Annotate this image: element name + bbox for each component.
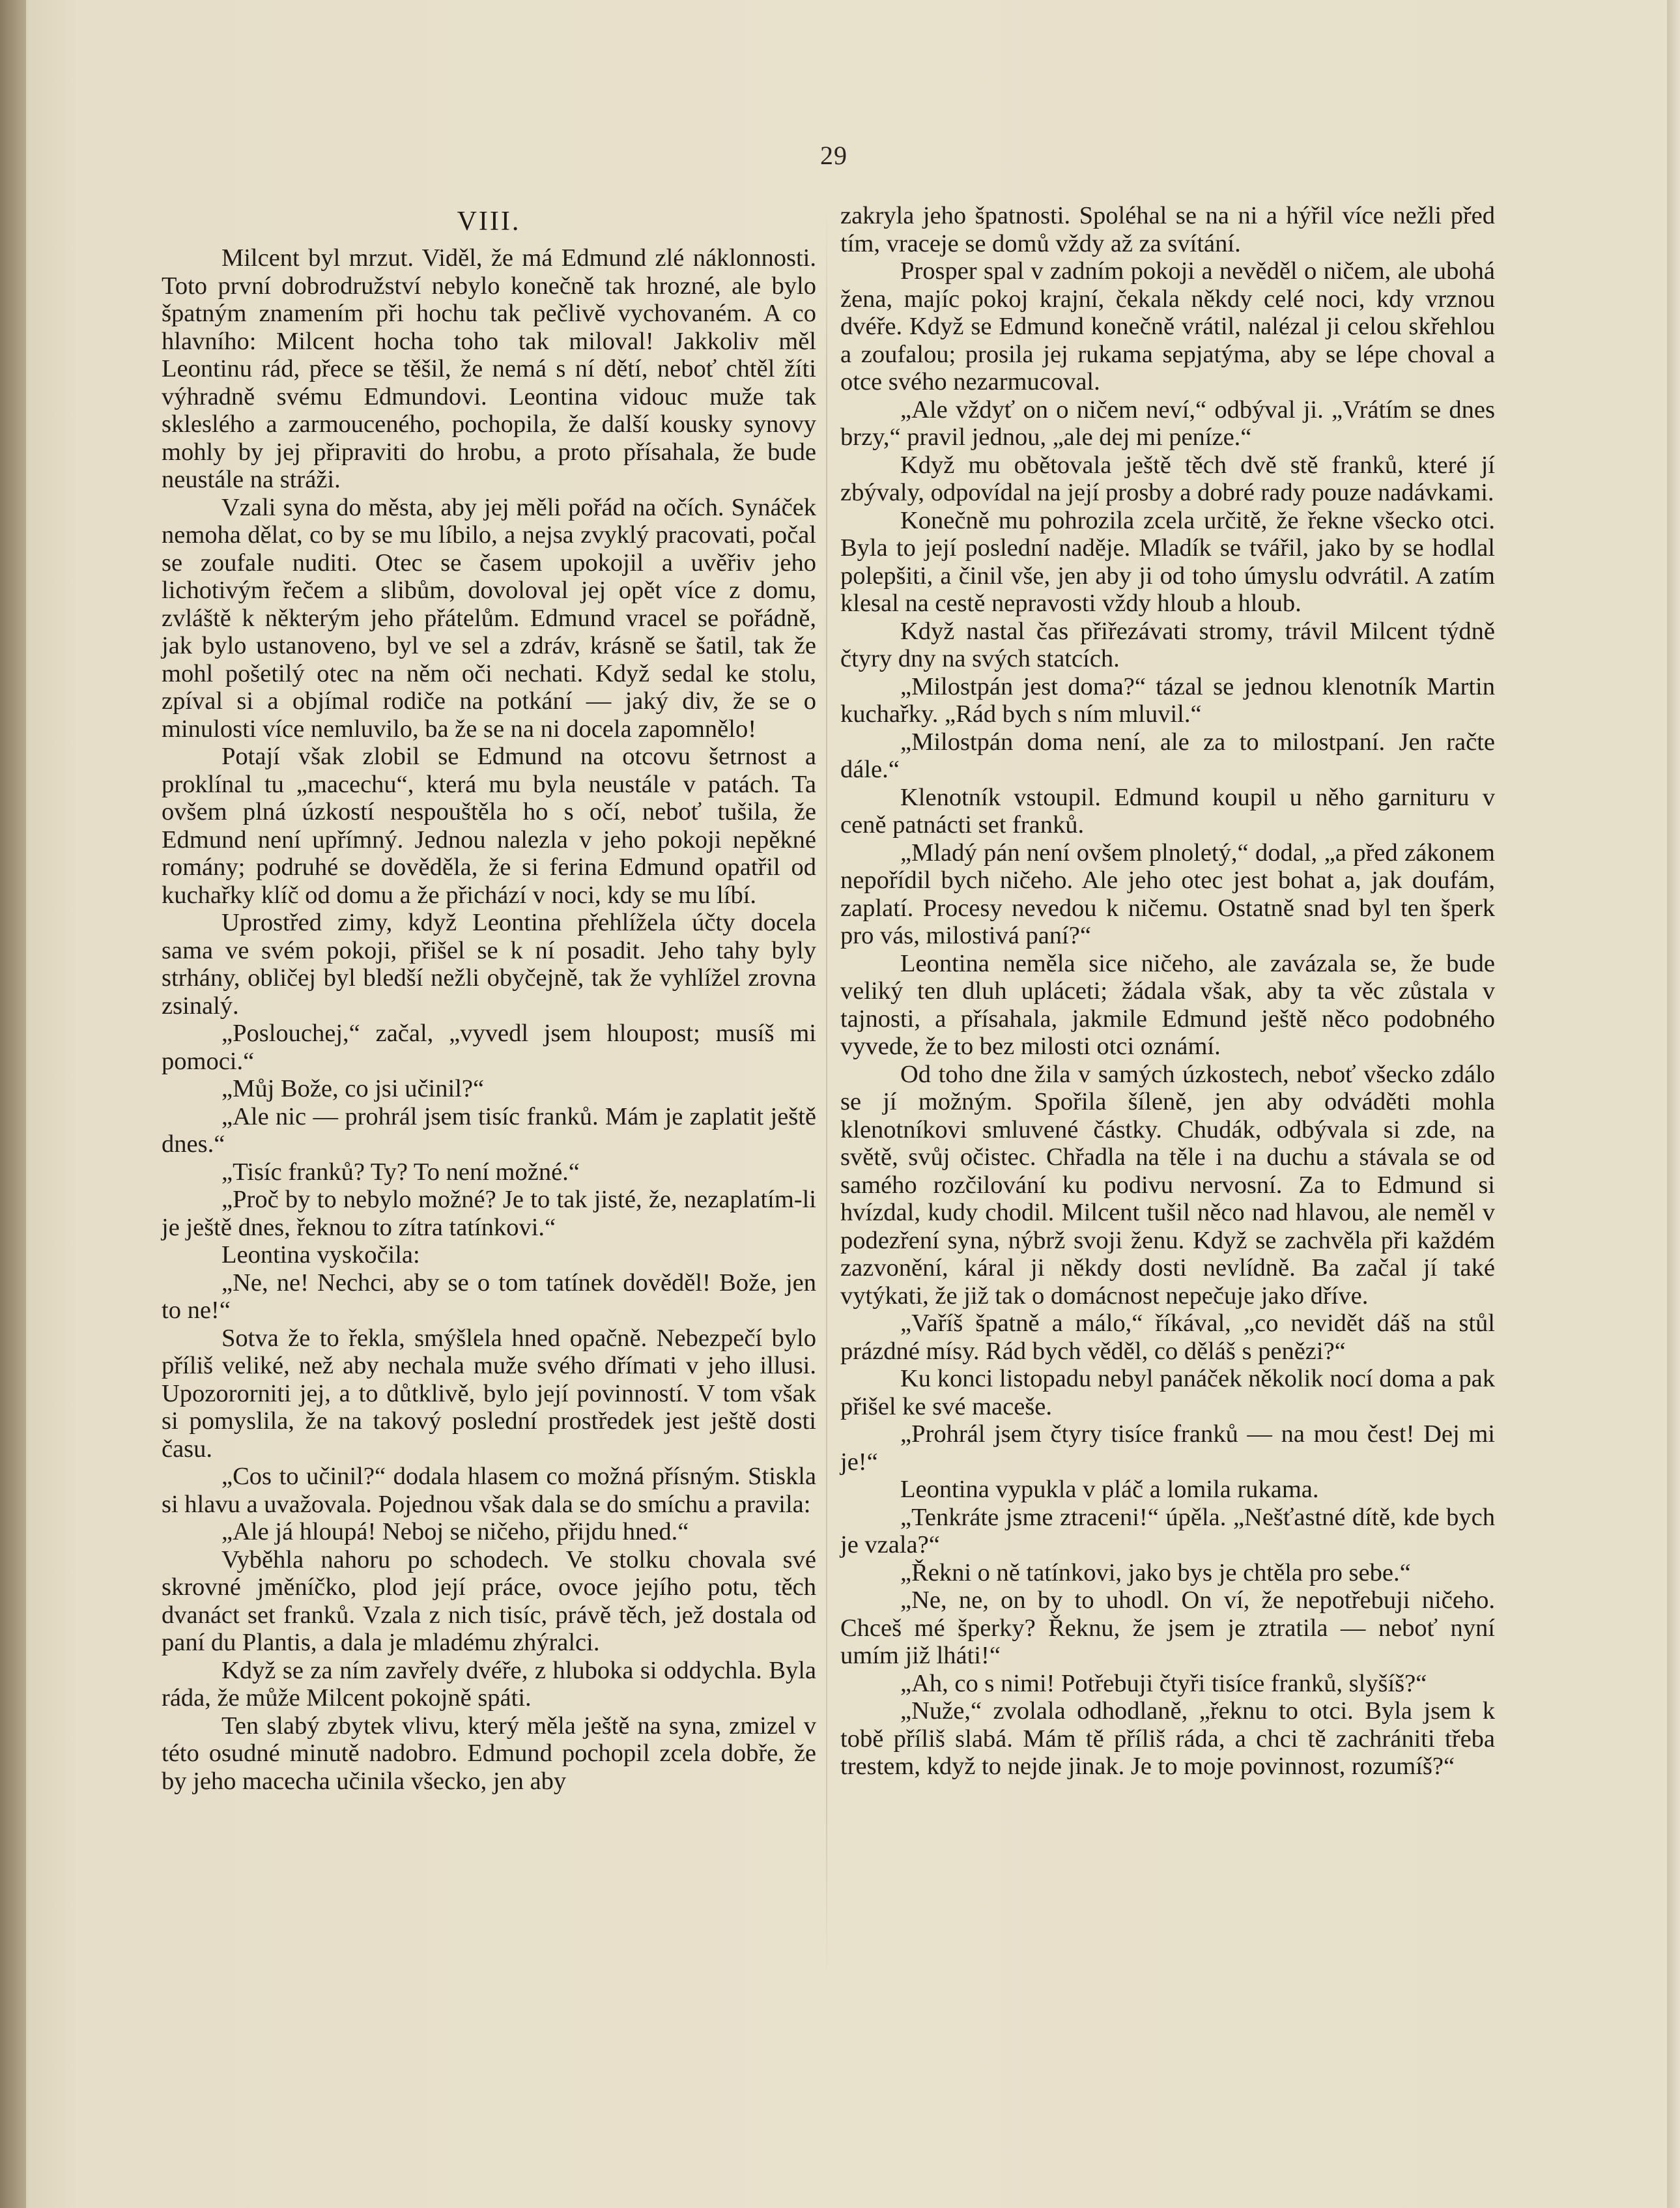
paragraph: Ten slabý zbytek vlivu, který měla ještě na syna, zmizel v této osudné minutě nadobro. Edmund pochopil zcela dobře, že by jeho macecha učinila všecko, jen aby	[162, 1712, 816, 1795]
paragraph: Leontina vyskočila:	[221, 1241, 420, 1269]
paragraph: Když se za ním zavřely dvéře, z hluboka si oddychla. Byla ráda, že může Milcent pokojně spáti.	[162, 1656, 816, 1712]
page-edge	[1667, 0, 1680, 2208]
paragraph: Vzali syna do města, aby jej měli pořád na očích. Synáček nemoha dělat, co by se mu líbilo, a nejsa zvyklý pracovati, počal se zoufale nuditi. Otec se časem upokojil a uvěřiv jeho lichotivým řečem a slibům, dovoloval jej opět více z domu, zvláště k některým jeho přátelům. Edmund vracel se pořádně, jak bylo ustanoveno, byl ve sel a zdráv, krásně se šatil, tak že mohl pošetilý otec na něm oči nechati. Když sedal ke stolu, zpíval si a objímal rodiče na potkání — jaký div, že se o minulosti více nemluvilo, ba že se na ni docela zapomnělo!	[162, 493, 816, 743]
paragraph: Sotva že to řekla, smýšlela hned opačně. Nebezpečí bylo příliš veliké, než aby nechala muže svého dřímati v jeho illusi. Upozororniti jej, a to důtklivě, bylo její povinností. V tom však si pomyslila, že na takový poslední prostředek jest ještě dosti času.	[162, 1324, 816, 1463]
paragraph: Prosper spal v zadním pokoji a nevěděl o ničem, ale ubohá žena, majíc pokoj krajní, čekala někdy celé noci, kdy vrznou dvéře. Když se Edmund konečně vrátil, nalézal ji celou skřehlou a zoufalou; prosila jej rukama sepjatýma, aby se lépe choval a otce svého nezarmucoval.	[840, 257, 1495, 395]
book-binding-shadow	[0, 0, 26, 2208]
paragraph: „Ale nic — prohrál jsem tisíc franků. Mám je zaplatit ještě dnes.“	[162, 1102, 816, 1158]
paragraph: „Můj Bože, co jsi učinil?“	[221, 1075, 485, 1102]
paragraph: „Proč by to nebylo možné? Je to tak jisté, že, nezaplatím-li je ještě dnes, řeknou to zítra tatínkovi.“	[162, 1186, 816, 1241]
paragraph: Když nastal čas přiřezávati stromy, trávil Milcent týdně čtyry dny na svých statcích.	[840, 617, 1495, 672]
paragraph: „Tisíc franků? Ty? To není možné.“	[221, 1158, 580, 1186]
paragraph: Potají však zlobil se Edmund na otcovu šetrnost a proklínal tu „macechu“, která mu byla neustále v patách. Ta ovšem plná úzkostí nespouštěla ho s očí, neboť tušila, že Edmund není upřímný. Jednou nalezla v jeho pokoji nepěkné romány; podruhé se dověděla, že si ferina Edmund opatřil od kuchařky klíč od domu a že přichází v noci, kdy se mu líbí.	[162, 743, 816, 909]
chapter-heading: VIII.	[457, 207, 521, 237]
paragraph: Uprostřed zimy, když Leontina přehlížela účty docela sama ve svém pokoji, přišel se k ní posadit. Jeho tahy byly strhány, obličej byl bledší nežli obyčejně, tak že vyhlížel zrovna zsinalý.	[162, 909, 816, 1020]
paragraph: „Milostpán doma není, ale za to milostpaní. Jen račte dále.“	[840, 728, 1495, 783]
paragraph: Když mu obětovala ještě těch dvě stě franků, které jí zbývaly, odpovídal na její prosby a dobré rady pouze nadávkami.	[840, 451, 1495, 506]
paragraph: „Poslouchej,“ začal, „vyvedl jsem hloupost; musíš mi pomoci.“	[162, 1020, 816, 1075]
right-column	[840, 202, 1495, 1781]
page-number: 29	[820, 141, 847, 170]
paragraph: „Ne, ne, on by to uhodl. On ví, že nepotřebuji ničeho. Chceš mé šperky? Řeknu, že jsem je ztratila — neboť nyní umím již lháti!“	[840, 1586, 1495, 1669]
paragraph: Milcent byl mrzut. Viděl, že má Edmund zlé náklonnosti. Toto první dobrodružství nebylo konečně tak hrozné, ale bylo špatným znamením při hochu tak pečlivě vychovaném. A co hlavního: Milcent hocha toho tak miloval! Jakkoliv měl Leontinu rád, přece se těšil, že nemá s ní dětí, neboť chtěl žíti výhradně svému Edmundovi. Leontina vidouc muže tak skleslého a zarmouceného, pochopila, že další kousky synovy mohly by jej připraviti do hrobu, a proto přísahala, že bude neustále na stráži.	[162, 244, 816, 493]
paragraph: Leontina vypukla v pláč a lomila rukama.	[900, 1476, 1319, 1503]
paragraph: „Prohrál jsem čtyry tisíce franků — na mou čest! Dej mi je!“	[840, 1420, 1495, 1476]
paragraph-continuation: zakryla jeho špatnosti. Spoléhal se na ni a hýřil více nežli před tím, vraceje se domů vždy až za svítání.	[840, 202, 1495, 257]
paragraph: Vyběhla nahoru po schodech. Ve stolku chovala své skrovné jměníčko, plod její práce, ovoce jejího potu, těch dvanáct set franků. Vzala z nich tisíc, právě těch, jež dostala od paní du Plantis, a dala je mladému zhýralci.	[162, 1545, 816, 1656]
paragraph: „Ne, ne! Nechci, aby se o tom tatínek dověděl! Bože, jen to ne!“	[162, 1269, 816, 1324]
paragraph: „Nuže,“ zvolala odhodlaně, „řeknu to otci. Byla jsem k tobě příliš slabá. Mám tě příliš ráda, a chci tě zachrániti třeba trestem, když to nejde jinak. Je to moje povinnost, rozumíš?“	[840, 1697, 1495, 1780]
paragraph: „Ale vždyť on o ničem neví,“ odbýval ji. „Vrátím se dnes brzy,“ pravil jednou, „ale dej mi peníze.“	[840, 395, 1495, 451]
paragraph: „Vaříš špatně a málo,“ říkával, „co nevidět dáš na stůl prázdné mísy. Rád bych věděl, co děláš s penězi?“	[840, 1310, 1495, 1365]
paragraph: „Tenkráte jsme ztraceni!“ úpěla. „Nešťastné dítě, kde bych je vzala?“	[840, 1503, 1495, 1558]
column-divider	[826, 208, 827, 1981]
paragraph: Leontina neměla sice ničeho, ale zavázala se, že bude veliký ten dluh upláceti; žádala však, aby ta věc zůstala v tajnosti, a přísahala, jakmile Edmund ještě něco podobného vyvede, že to bez milosti otci oznámí.	[840, 949, 1495, 1060]
paragraph: „Mladý pán není ovšem plnoletý,“ dodal, „a před zákonem nepořídil bych ničeho. Ale jeho otec jest bohat a, jak doufám, zaplatí. Procesy nevedou k ničemu. Ostatně snad byl ten šperk pro vás, milostivá paní?“	[840, 839, 1495, 949]
paragraph: Klenotník vstoupil. Edmund koupil u něho garnituru v ceně patnácti set franků.	[840, 783, 1495, 839]
paragraph: „Řekni o ně tatínkovi, jako bys je chtěla pro sebe.“	[900, 1558, 1411, 1586]
paragraph: Ku konci listopadu nebyl panáček několik nocí doma a pak přišel ke své maceše.	[840, 1365, 1495, 1420]
left-column	[162, 202, 816, 1795]
paragraph: „Cos to učinil?“ dodala hlasem co možná přísným. Stiskla si hlavu a uvažovala. Pojednou však dala se do smíchu a pravila:	[162, 1463, 816, 1518]
paragraph: Od toho dne žila v samých úzkostech, neboť všecko zdálo se jí možným. Spořila šíleně, jen aby odváděti mohla klenotníkovi smluvené částky. Chudák, odbývala si zde, na světě, svůj očistec. Chřadla na těle i na duchu a stávala se od samého rozčilování ku podivu nervosní. Za to Edmund si hvízdal, kudy chodil. Milcent tušil něco nad hlavou, ale neměl v podezření syna, nýbrž svoji ženu. Když se zachvěla při každém zazvonění, káral ji někdy dosti nevlídně. Ba začal jí také vytýkati, že již tak o domácnost nepečuje jako dříve.	[840, 1060, 1495, 1310]
paragraph: „Milostpán jest doma?“ tázal se jednou klenotník Martin kuchařky. „Rád bych s ním mluvil.“	[840, 672, 1495, 728]
paragraph: „Ale já hloupá! Neboj se ničeho, přijdu hned.“	[221, 1518, 689, 1545]
paragraph: „Ah, co s nimi! Potřebuji čtyři tisíce franků, slyšíš?“	[900, 1669, 1427, 1697]
paragraph: Konečně mu pohrozila zcela určitě, že řekne všecko otci. Byla to její poslední naděje. Mladík se tvářil, jako by se hodlal polepšiti, a činil vše, jen aby ji od toho úmyslu odvrátil. A zatím klesal na cestě nepravosti vždy hloub a hloub.	[840, 506, 1495, 617]
